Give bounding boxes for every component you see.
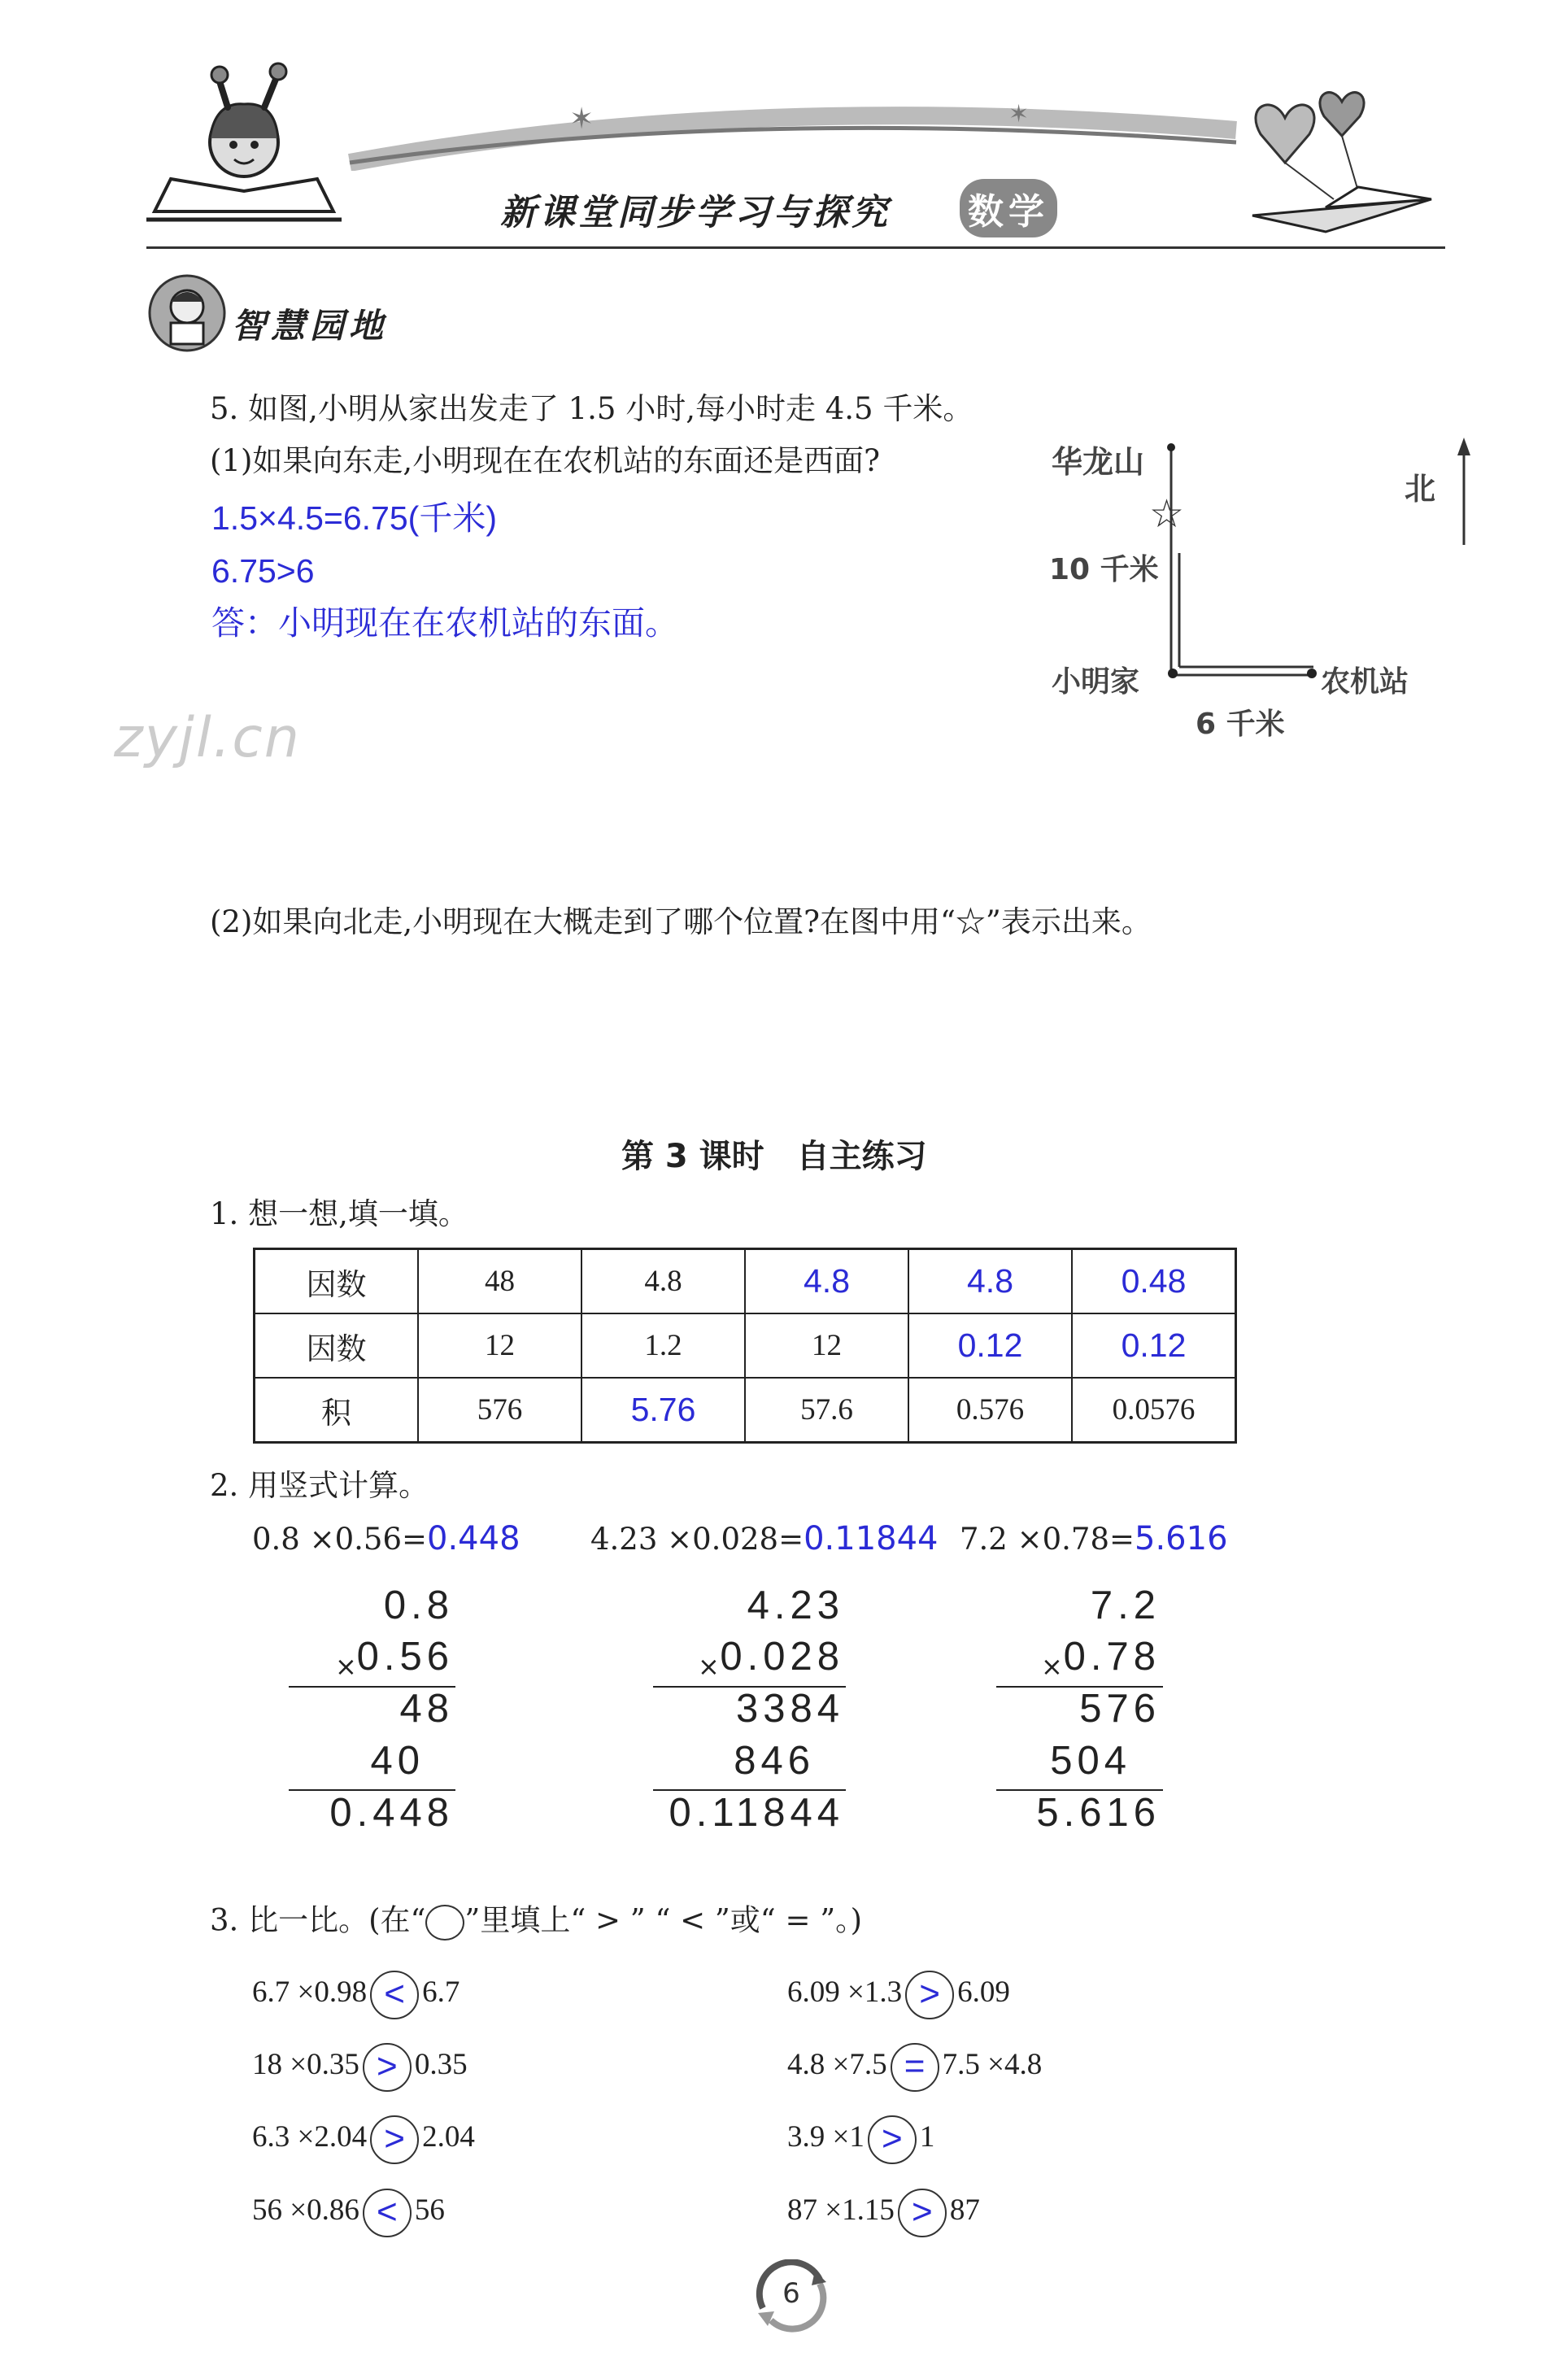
- map-label-north: 北: [1405, 471, 1436, 507]
- table-cell: 0.0576: [1072, 1378, 1236, 1443]
- compare-item: [252, 2041, 468, 2092]
- table-cell: 4.8: [581, 1249, 745, 1314]
- compare-sign: >: [370, 2115, 419, 2164]
- compare-right: 6.09: [957, 1975, 1010, 2009]
- compare-item: [787, 2186, 980, 2237]
- map-label-station: 农机站: [1321, 665, 1409, 699]
- table-cell: 576: [418, 1378, 581, 1443]
- table-cell-answer: 5.76: [581, 1378, 745, 1443]
- header-rule: [146, 246, 1445, 249]
- table-row-label: 因数: [255, 1313, 419, 1378]
- compare-left: 56 ×0.86: [252, 2193, 359, 2227]
- compare-right: 87: [949, 2193, 980, 2227]
- header-swoosh-decoration: [342, 81, 1252, 171]
- calc-result: 5.616: [1135, 1520, 1228, 1557]
- vertical-calc-multiplicand: 7.2: [1090, 1583, 1161, 1627]
- compare-sign: =: [891, 2043, 939, 2092]
- compare-sign: >: [363, 2043, 412, 2092]
- lesson-title: 第 3 课时 自主练习: [621, 1138, 927, 1175]
- paper-plane-hearts-illustration: [1236, 77, 1448, 240]
- exercise2-stem: 2. 用竖式计算。: [210, 1468, 429, 1503]
- calc-expression: [590, 1522, 939, 1555]
- blank-circle-icon: [425, 1905, 464, 1941]
- vertical-calc-partial1: 3384: [735, 1687, 844, 1731]
- vertical-calc-product: 5.616: [1036, 1791, 1161, 1835]
- calc-expression-text: 7.2 ×0.78=: [960, 1522, 1135, 1557]
- compare-left: 6.09 ×1.3: [787, 1975, 903, 2009]
- calc-expression: [252, 1522, 520, 1555]
- calc-expression: [960, 1522, 1228, 1555]
- compare-item: [252, 2186, 445, 2237]
- compare-left: 18 ×0.35: [252, 2048, 359, 2081]
- compare-left: 4.8 ×7.5: [787, 2048, 887, 2081]
- table-row: [255, 1378, 1236, 1443]
- map-label-home: 小明家: [1052, 665, 1140, 699]
- compare-item: [787, 2113, 934, 2164]
- calc-expression-text: 0.8 ×0.56=: [252, 1522, 427, 1557]
- compare-item: [787, 2041, 1042, 2092]
- compare-item: [787, 1968, 1010, 2019]
- compare-item: [252, 2113, 475, 2164]
- map-label-dist-north: 10 千米: [1049, 553, 1159, 586]
- compare-right: 7.5 ×4.8: [942, 2048, 1043, 2081]
- svg-text:✶: ✶: [569, 102, 595, 136]
- exercise3-stem-part1: 3. 比一比。(在“: [210, 1902, 426, 1938]
- book-title: 新课堂同步学习与探究: [500, 192, 891, 233]
- compare-left: 6.7 ×0.98: [252, 1975, 368, 2009]
- calc-result: 0.448: [427, 1520, 520, 1557]
- vertical-calc-multiplicand: 0.8: [383, 1583, 454, 1627]
- map-label-mountain: 华龙山: [1052, 444, 1145, 480]
- compare-right: 1: [919, 2120, 935, 2154]
- problem5-question1: (1)如果向东走,小明现在在农机站的东面还是西面?: [210, 443, 881, 478]
- compare-right: 56: [414, 2193, 445, 2227]
- vertical-calc-product: 0.11844: [669, 1791, 844, 1835]
- svg-text:✶: ✶: [1008, 100, 1030, 129]
- vertical-calc-multiplicand: 4.23: [747, 1583, 844, 1627]
- reading-girl-illustration: [138, 57, 350, 228]
- map-star-icon: ☆: [1149, 491, 1185, 537]
- table-cell: 48: [418, 1249, 581, 1314]
- problem5-stem: 5. 如图,小明从家出发走了 1.5 小时,每小时走 4.5 千米。: [210, 391, 973, 426]
- page-number: 6: [782, 2277, 800, 2310]
- table-cell: 0.576: [908, 1378, 1072, 1443]
- table-cell: 1.2: [581, 1313, 745, 1378]
- times-sign: ×: [335, 1651, 357, 1682]
- exercise3-stem: [210, 1902, 863, 1941]
- vertical-calc-partial1: 576: [1079, 1687, 1161, 1731]
- problem5-answer-line3: 答：小明现在在农机站的东面。: [211, 604, 678, 642]
- vertical-calc-partial2: 40: [370, 1739, 425, 1783]
- compare-left: 6.3 ×2.04: [252, 2120, 368, 2154]
- exercise1-stem: 1. 想一想,填一填。: [210, 1196, 468, 1231]
- table-cell-answer: 0.12: [1072, 1313, 1236, 1378]
- vertical-calc-partial1: 48: [399, 1687, 454, 1731]
- table-cell: 12: [418, 1313, 581, 1378]
- watermark: zyjl.cn: [114, 706, 301, 770]
- compare-right: 6.7: [422, 1975, 460, 2009]
- vertical-calc-partial2: 504: [1050, 1739, 1131, 1783]
- boy-reading-icon: [146, 272, 228, 354]
- calc-expression-text: 4.23 ×0.028=: [590, 1522, 804, 1557]
- exercise3-stem-part2: ”里填上“ > ” “ < ”或“ = ”。): [464, 1902, 863, 1938]
- table-row: [255, 1313, 1236, 1378]
- factor-table: [253, 1248, 1237, 1444]
- table-cell-answer: 0.12: [908, 1313, 1072, 1378]
- vertical-calc-partial2: 846: [734, 1739, 815, 1783]
- compare-item: [252, 1968, 460, 2019]
- table-cell-answer: 4.8: [745, 1249, 908, 1314]
- compare-sign: >: [905, 1971, 954, 2019]
- vertical-calc-multiplier: 0.78: [1063, 1635, 1161, 1679]
- table-row-label: 积: [255, 1378, 419, 1443]
- table-row-label: 因数: [255, 1249, 419, 1314]
- section-title: 智慧园地: [232, 306, 389, 346]
- compare-left: 87 ×1.15: [787, 2193, 895, 2227]
- compare-sign: >: [868, 2115, 917, 2164]
- times-sign: ×: [698, 1651, 720, 1682]
- subject-badge: 数学: [960, 179, 1057, 237]
- table-cell: 57.6: [745, 1378, 908, 1443]
- map-label-dist-east: 6 千米: [1196, 708, 1285, 741]
- table-cell-answer: 0.48: [1072, 1249, 1236, 1314]
- compare-sign: <: [370, 1971, 419, 2019]
- compare-right: 0.35: [414, 2048, 468, 2081]
- compare-sign: <: [363, 2189, 412, 2237]
- vertical-calc-multiplier: 0.56: [356, 1635, 454, 1679]
- vertical-calc-product: 0.448: [329, 1791, 454, 1835]
- compare-sign: >: [898, 2189, 947, 2237]
- table-cell: 12: [745, 1313, 908, 1378]
- table-cell-answer: 4.8: [908, 1249, 1072, 1314]
- table-row: [255, 1249, 1236, 1314]
- vertical-calc-multiplier: 0.028: [720, 1635, 844, 1679]
- problem5-answer-line2: 6.75>6: [211, 552, 315, 590]
- times-sign: ×: [1041, 1651, 1063, 1682]
- compare-left: 3.9 ×1: [787, 2120, 865, 2154]
- problem5-question2: (2)如果向北走,小明现在大概走到了哪个位置?在图中用“☆”表示出来。: [210, 904, 1152, 939]
- problem5-answer-line1: 1.5×4.5=6.75(千米): [211, 499, 497, 537]
- calc-result: 0.11844: [804, 1520, 939, 1557]
- compare-right: 2.04: [422, 2120, 475, 2154]
